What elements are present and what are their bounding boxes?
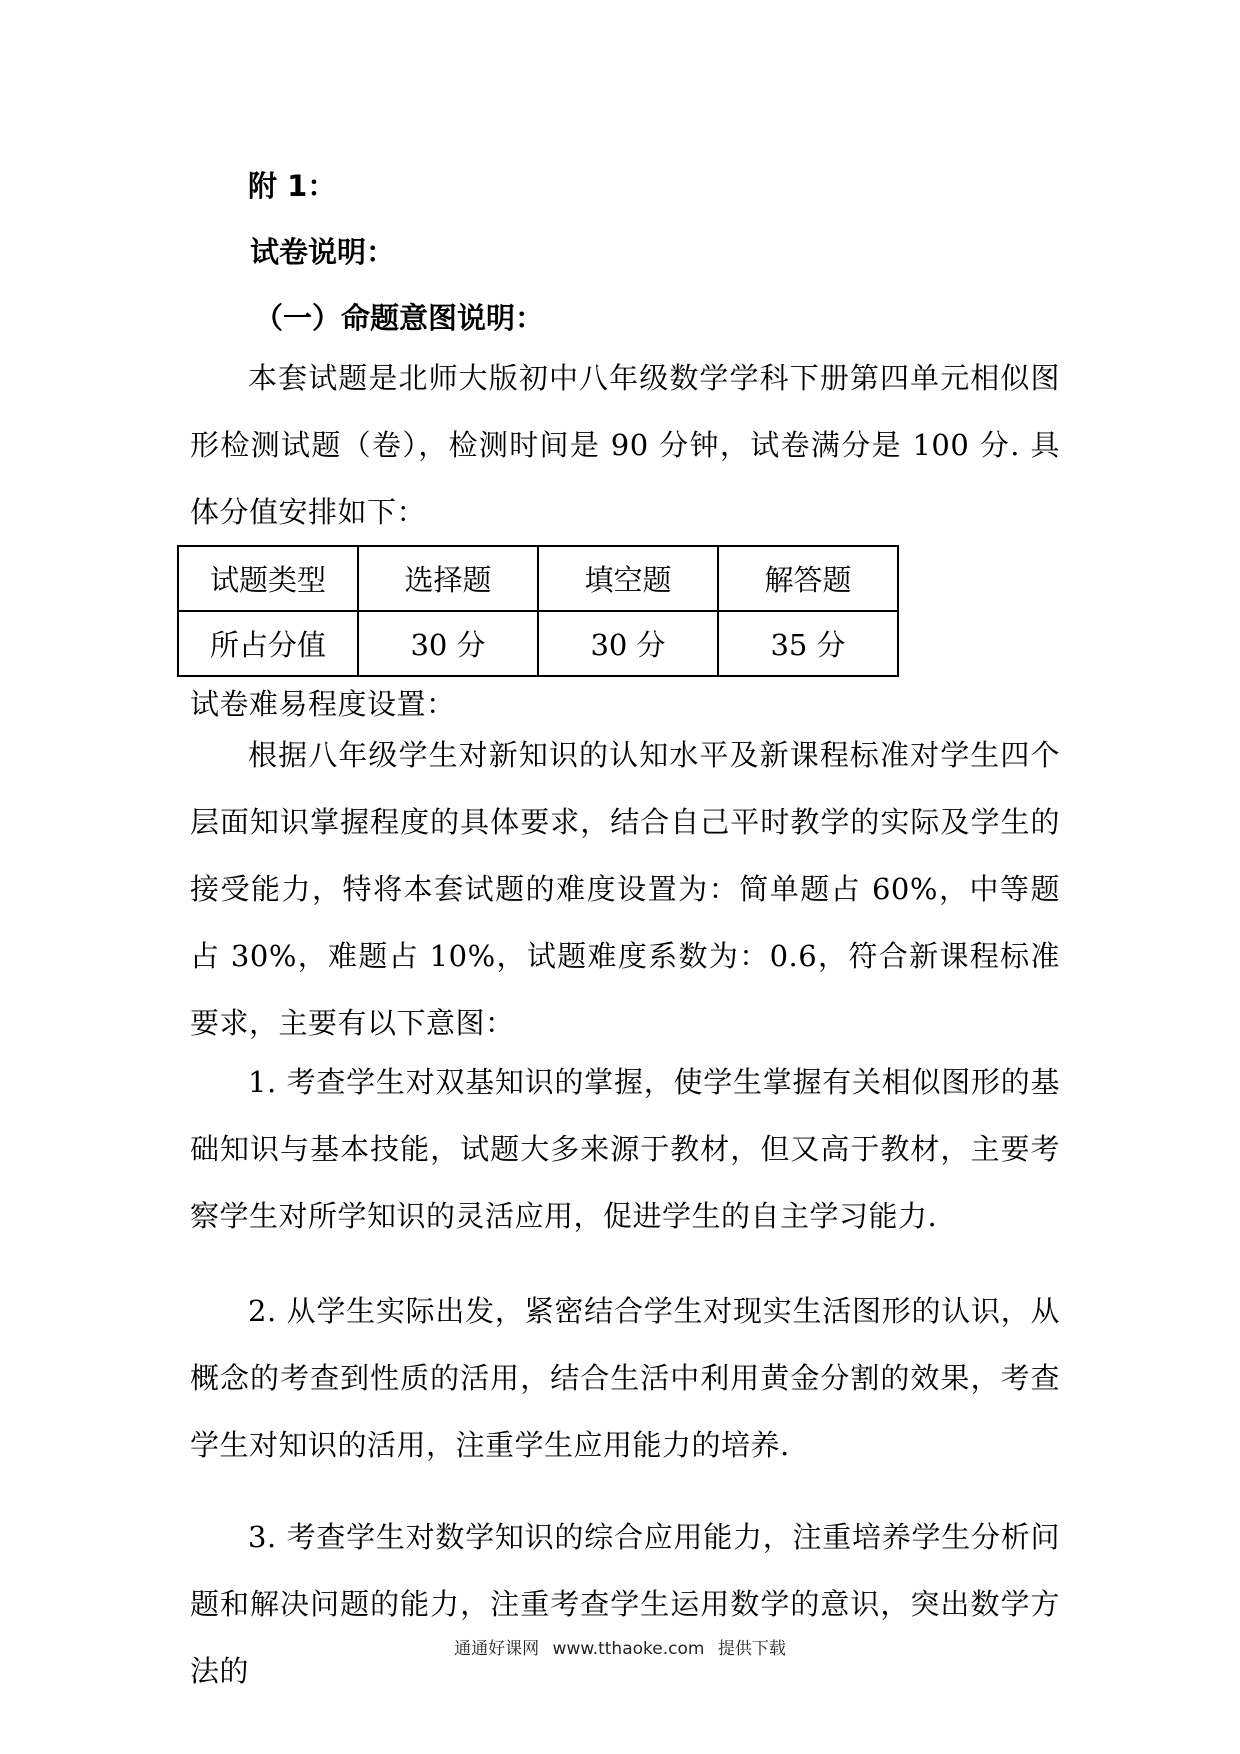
score-table-row [178,611,898,676]
footer-url-link[interactable]: www.tthaoke.com [552,1639,705,1659]
table-cell: 30 分 [538,611,718,676]
page-footer [0,1634,1240,1659]
intent-item-3: 3. 考查学生对数学知识的综合应用能力，注重培养学生分析问题和解决问题的能力，注重考查学生运用数学的意识，突出数学方法的 [190,1520,1060,1688]
paper-description-heading: 试卷说明： [250,235,396,269]
table-cell: 所占分值 [178,611,358,676]
table-cell: 填空题 [538,546,718,611]
appendix-heading: 附 1： [248,169,337,203]
intro-paragraph: 本套试题是北师大版初中八年级数学学科下册第四单元相似图形检测试题（卷），检测时间是 90 分钟，试卷满分是 100 分. 具体分值安排如下： [190,361,1060,529]
intent-item-1: 1. 考查学生对双基知识的掌握，使学生掌握有关相似图形的基础知识与基本技能，试题大多来源于教材，但又高于教材，主要考察学生对所学知识的灵活应用，促进学生的自主学习能力. [190,1065,1060,1233]
table-cell: 解答题 [718,546,898,611]
footer-suffix: 提供下载 [717,1639,786,1659]
table-cell: 试题类型 [178,546,358,611]
difficulty-label: 试卷难易程度设置： [190,687,456,721]
table-cell: 30 分 [358,611,538,676]
footer-site-name: 通通好课网 [454,1639,540,1659]
table-cell: 选择题 [358,546,538,611]
table-cell: 35 分 [718,611,898,676]
difficulty-paragraph: 根据八年级学生对新知识的认知水平及新课程标准对学生四个层面知识掌握程度的具体要求，结合自己平时教学的实际及学生的接受能力，特将本套试题的难度设置为：简单题占 60%，中等题占 30%，难题占 10%，试题难度系数为：0.6，符合新课程标准要求，主要有以下意图： [190,738,1060,1040]
score-table [177,545,899,677]
intent-section-heading: （一）命题意图说明： [254,301,545,335]
intent-item-2: 2. 从学生实际出发，紧密结合学生对现实生活图形的认识，从概念的考查到性质的活用，结合生活中利用黄金分割的效果，考查学生对知识的活用，注重学生应用能力的培养. [190,1294,1060,1462]
score-table-header-row [178,546,898,611]
